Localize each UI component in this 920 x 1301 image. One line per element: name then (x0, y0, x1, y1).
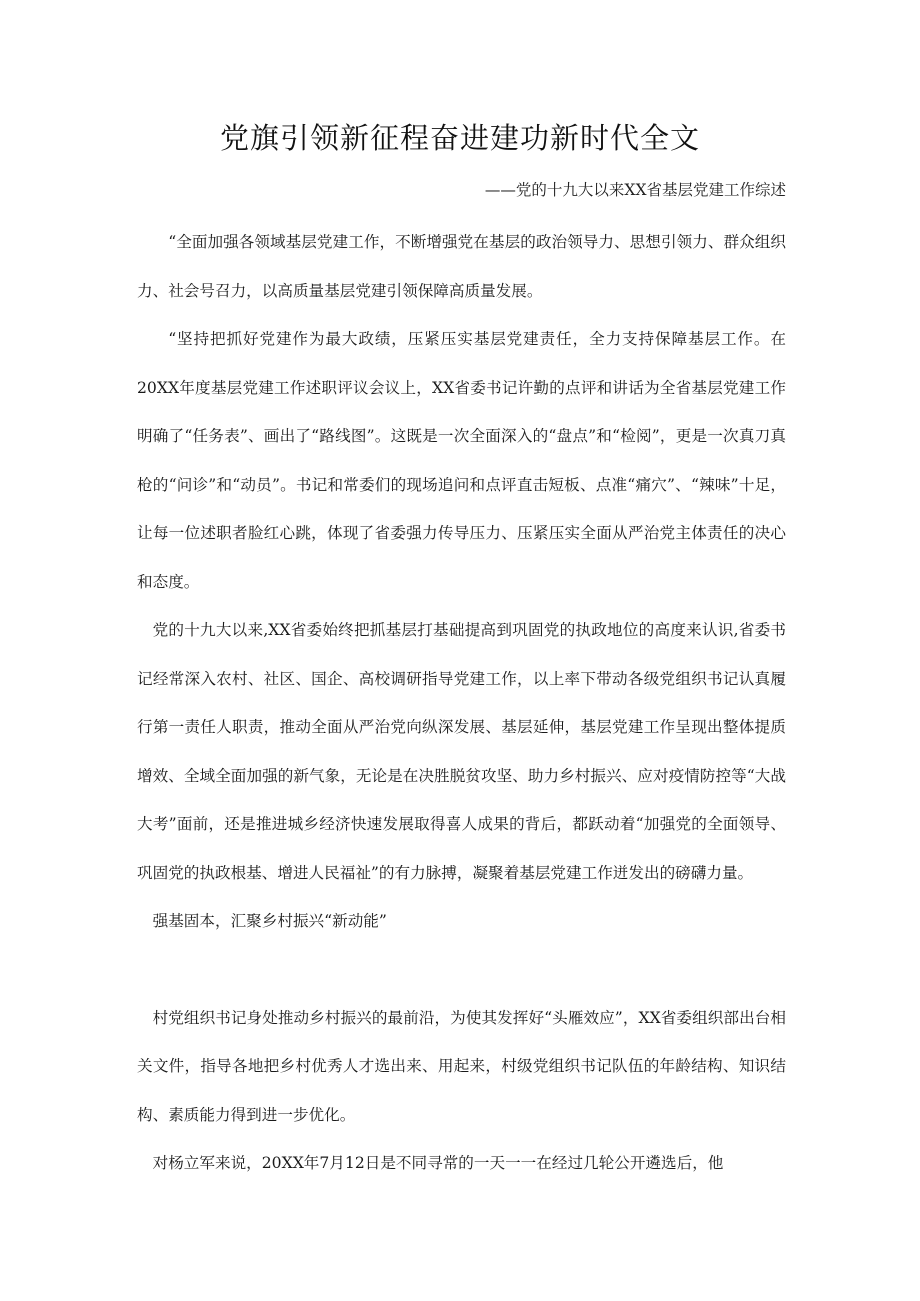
paragraph-4: 村党组织书记身处推动乡村振兴的最前沿，为使其发挥好“头雁效应”，XX省委组织部出台相关文件，指导各地把乡村优秀人才选出来、用起来，村级党组织书记队伍的年龄结构、知识结构、素质能力得到进一步优化。 (137, 1008, 786, 1124)
paragraph-1: “全面加强各领域基层党建工作，不断增强党在基层的政治领导力、思想引领力、群众组织力、社会号召力，以高质量基层党建引领保障高质量发展。 (137, 233, 786, 300)
paragraph-2: “坚持把抓好党建作为最大政绩，压紧压实基层党建责任，全力支持保障基层工作。在20XX年度基层党建工作述职评议会议上，XX省委书记许勤的点评和讲话为全省基层党建工作明确了“任务表”、画出了“路线图”。这既是一次全面深入的“盘点”和“检阅”，更是一次真刀真枪的“问诊”和“动员”。书记和常委们的现场追问和点评直击短板、点准“痛穴”、“辣味”十足，让每一位述职者脸红心跳，体现了省委强力传导压力、压紧压实全面从严治党主体责任的决心和态度。 (137, 330, 786, 591)
document-body (137, 218, 786, 1188)
document-title: 党旗引领新征程奋进建功新时代全文 (219, 121, 700, 155)
paragraph-5: 对杨立军来说，20XX年7月12日是不同寻常的一天一一在经过几轮公开遴选后，他 (152, 1154, 724, 1172)
section-heading: 强基固本，汇聚乡村振兴“新动能” (152, 912, 387, 930)
paragraph-3: 党的十九大以来,XX省委始终把抓基层打基础提高到巩固党的执政地位的高度来认识,省委书记经常深入农村、社区、国企、高校调研指导党建工作，以上率下带动各级党组织书记认真履行第一责任人职责，推动全面从严治党向纵深发展、基层延伸，基层党建工作呈现出整体提质增效、全域全面加强的新气象，无论是在决胜脱贫攻坚、助力乡村振兴、应对疫情防控等“大战大考”面前，还是推进城乡经济快速发展取得喜人成果的背后，都跃动着“加强党的全面领导、巩固党的执政根基、增进人民福祉”的有力脉搏，凝聚着基层党建工作迸发出的磅礴力量。 (137, 621, 786, 882)
document-subtitle: ——党的十九大以来XX省基层党建工作综述 (484, 181, 786, 199)
